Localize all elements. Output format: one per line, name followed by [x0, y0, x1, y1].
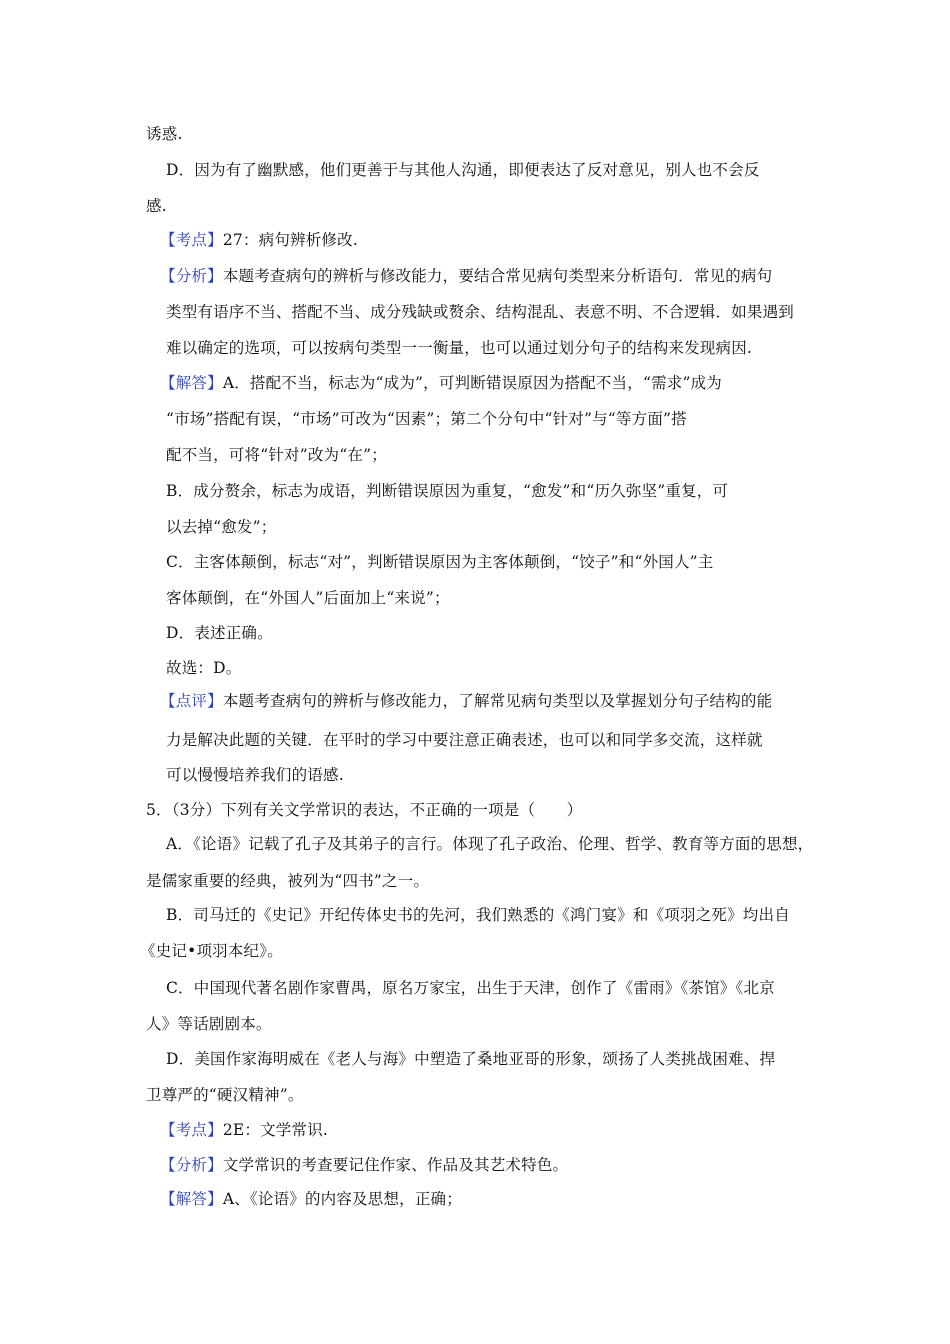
text-line: [166, 338, 806, 358]
line-text: 文学常识的考查要记住作家、作品及其艺术特色。: [222, 1156, 569, 1174]
line-text: 以去掉“愈发”；: [166, 518, 277, 536]
fenxi-line: [160, 266, 820, 286]
option-line: [166, 834, 816, 854]
text-line: [166, 302, 806, 322]
line-text: 本题考查病句的辨析与修改能力，了解常见病句类型以及掌握划分句子结构的能: [222, 692, 773, 710]
line-text: “市场”搭配有误，“市场”可改为“因素”；第二个分句中“针对”与“等方面”搭: [166, 410, 687, 428]
fenxi-line: [160, 1155, 820, 1175]
section-tag: 【解答】: [160, 1190, 223, 1208]
text-line: [166, 445, 806, 465]
line-text: 27：病句辨析修改.: [222, 231, 358, 249]
text-line: [166, 730, 806, 750]
line-text: 难以确定的选项，可以按病句类型一一衡量，也可以通过划分句子的结构来发现病因.: [166, 339, 753, 357]
line-text: B．成分赘余，标志为成语，判断错误原因为重复，“愈发”和“历久弥坚”重复，可: [166, 482, 729, 500]
text-line: [146, 1014, 846, 1034]
text-line: [166, 481, 806, 501]
text-line: [140, 941, 840, 961]
text-line: [166, 409, 806, 429]
line-text: D．美国作家海明威在《老人与海》中塑造了桑地亚哥的形象，颂扬了人类挑战困难、捍: [166, 1050, 776, 1068]
section-tag: 【分析】: [160, 1156, 223, 1174]
jieda-line: [160, 1189, 820, 1209]
option-line: [166, 1049, 806, 1069]
line-text: 力是解决此题的关键．在平时的学习中要注意正确表述，也可以和同学多交流，这样就: [166, 731, 763, 749]
line-text: 配不当，可将“针对”改为“在”；: [166, 446, 387, 464]
section-tag: 【考点】: [160, 1121, 223, 1139]
kaodian-line: [160, 230, 820, 250]
option-line: [166, 978, 806, 998]
line-text: 卫尊严的“硬汉精神”。: [146, 1086, 304, 1104]
line-text: A、《论语》的内容及思想，正确；: [222, 1190, 462, 1208]
line-text: 2E：文学常识.: [222, 1121, 329, 1139]
line-text: D．表述正确。: [166, 624, 273, 642]
line-text: 人》等话剧剧本。: [146, 1015, 272, 1033]
jieda-line: [160, 373, 820, 393]
text-line: [166, 623, 806, 643]
text-line: [166, 588, 806, 608]
line-text: A．搭配不当，标志为“成为”，可判断错误原因为搭配不当，“需求”成为: [222, 374, 723, 392]
line-text: 诱惑.: [146, 125, 183, 143]
text-line: [146, 124, 846, 144]
text-line: [146, 196, 846, 216]
option-line: [166, 905, 806, 925]
text-line: [166, 658, 806, 678]
line-text: A．《论语》记载了孔子及其弟子的言行。体现了孔子政治、伦理、哲学、教育等方面的思想，: [166, 835, 814, 853]
text-line: [166, 517, 806, 537]
option-line: [166, 160, 806, 180]
line-text: 《史记•项羽本纪》。: [140, 942, 283, 960]
line-text: 客体颠倒，在“外国人”后面加上“来说”；: [166, 589, 450, 607]
section-tag: 【解答】: [160, 374, 223, 392]
question-title: [146, 800, 846, 820]
text-line: [146, 871, 846, 891]
text-line: [166, 765, 806, 785]
text-line: [166, 552, 806, 572]
line-text: B．司马迁的《史记》开纪传体史书的先河，我们熟悉的《鸿门宴》和《项羽之死》均出自: [166, 906, 790, 924]
line-text: 类型有语序不当、搭配不当、成分残缺或赘余、结构混乱、表意不明、不合逻辑．如果遇到: [166, 303, 795, 321]
line-text: C．主客体颠倒，标志“对”，判断错误原因为主客体颠倒，“饺子”和“外国人”主: [166, 553, 714, 571]
section-tag: 【考点】: [160, 231, 223, 249]
line-text: 5．（3分）下列有关文学常识的表达，不正确的一项是（ ）: [146, 801, 583, 819]
line-text: 感.: [146, 197, 167, 215]
line-text: 本题考查病句的辨析与修改能力，要结合常见病句类型来分析语句．常见的病句: [222, 267, 773, 285]
text-line: [146, 1085, 846, 1105]
dianping-line: [160, 691, 820, 711]
line-text: 可以慢慢培养我们的语感.: [166, 766, 344, 784]
line-text: 故选：D。: [166, 659, 242, 677]
kaodian-line: [160, 1120, 820, 1140]
section-tag: 【点评】: [160, 692, 223, 710]
line-text: 是儒家重要的经典，被列为“四书”之一。: [146, 872, 430, 890]
line-text: D．因为有了幽默感，他们更善于与其他人沟通，即便表达了反对意见，别人也不会反: [166, 161, 760, 179]
line-text: C．中国现代著名剧作家曹禺，原名万家宝，出生于天津，创作了《雷雨》《茶馆》《北京: [166, 979, 775, 997]
section-tag: 【分析】: [160, 267, 223, 285]
